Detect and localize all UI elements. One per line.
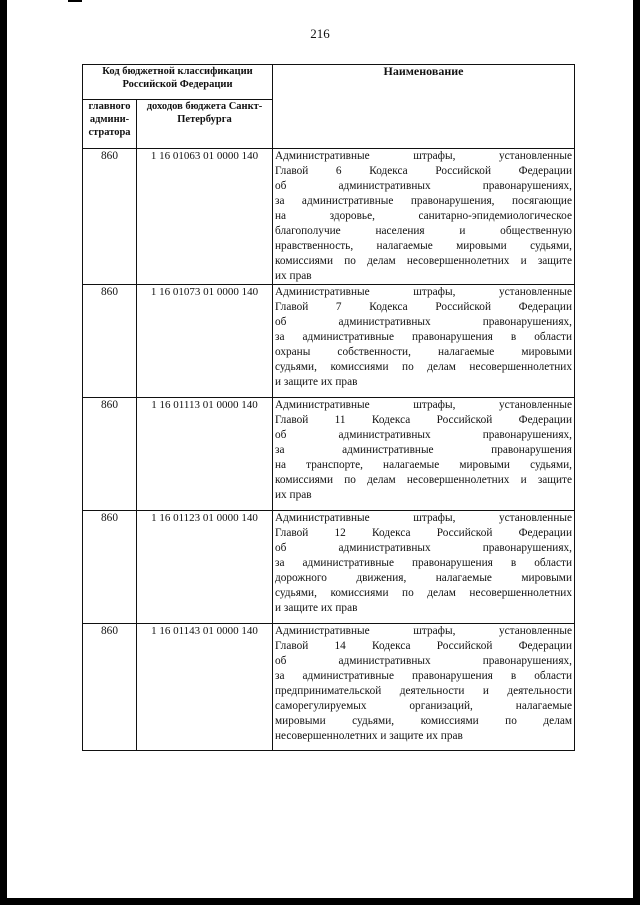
admin-code-cell: 860	[83, 398, 137, 511]
name-cell	[273, 511, 575, 624]
name-text-line: Административные штрафы, установленные	[275, 625, 572, 637]
name-text-line: судьями, комиссиями по делам несовершеннолетних	[275, 587, 572, 599]
income-code-cell: 1 16 01123 01 0000 140	[137, 511, 273, 624]
name-text-line: предпринимательской деятельности и деятельности	[275, 685, 572, 697]
header-budget-classification: Код бюджетной классификации Российской Федерации	[83, 65, 273, 100]
name-text-line: за административные правонарушения в области	[275, 331, 572, 343]
name-cell	[273, 398, 575, 511]
name-text-line: Главой 6 Кодекса Российской Федерации	[275, 165, 572, 177]
table-row	[83, 285, 575, 398]
name-text-line: Главой 7 Кодекса Российской Федерации	[275, 301, 572, 313]
name-cell	[273, 624, 575, 751]
page-number: 216	[310, 26, 330, 41]
income-code-cell: 1 16 01143 01 0000 140	[137, 624, 273, 751]
name-text-line: комиссиями по делам несовершеннолетних и защите	[275, 255, 572, 267]
name-text-line: Административные штрафы, установленные	[275, 399, 572, 411]
name-text-line: их прав	[275, 489, 312, 501]
admin-code-cell: 860	[83, 624, 137, 751]
name-text-line: на здоровье, санитарно-эпидемиологическое	[275, 210, 572, 222]
name-text-line: Административные штрафы, установленные	[275, 512, 572, 524]
name-text-line: нравственность, налагаемые мировыми судьями,	[275, 240, 572, 252]
table-row	[83, 149, 575, 285]
header-admin: главного админи-стратора	[83, 100, 137, 149]
name-text-line: комиссиями по делам несовершеннолетних и защите	[275, 474, 572, 486]
name-text-line: Главой 14 Кодекса Российской Федерации	[275, 640, 572, 652]
table-row	[83, 511, 575, 624]
name-text-line: за административные правонарушения в области	[275, 557, 572, 569]
name-text-line: об административных правонарушениях,	[275, 655, 572, 667]
admin-code-cell: 860	[83, 285, 137, 398]
name-text-line: Главой 12 Кодекса Российской Федерации	[275, 527, 572, 539]
name-text-line: несовершеннолетних и защите их прав	[275, 730, 463, 742]
name-cell	[273, 149, 575, 285]
name-text-line: за административные правонарушения, посягающие	[275, 195, 572, 207]
name-text-line: Административные штрафы, установленные	[275, 286, 572, 298]
name-text-line: об административных правонарушениях,	[275, 180, 572, 192]
admin-code-cell: 860	[83, 149, 137, 285]
name-text-line: и защите их прав	[275, 602, 358, 614]
table-header-row	[83, 65, 575, 100]
header-name: Наименование	[273, 65, 575, 149]
name-text-line: об административных правонарушениях,	[275, 316, 572, 328]
table-row	[83, 398, 575, 511]
name-text-line: дорожного движения, налагаемые мировыми	[275, 572, 572, 584]
name-text-line: об административных правонарушениях,	[275, 429, 572, 441]
income-code-cell: 1 16 01073 01 0000 140	[137, 285, 273, 398]
scan-edge-mark	[68, 0, 82, 2]
name-text-line: Административные штрафы, установленные	[275, 150, 572, 162]
name-text-line: об административных правонарушениях,	[275, 542, 572, 554]
name-text-line: саморегулируемых организаций, налагаемые	[275, 700, 572, 712]
budget-classification-table	[82, 64, 575, 751]
name-text-line: охраны собственности, налагаемые мировыми	[275, 346, 572, 358]
name-text-line: мировыми судьями, комиссиями по делам	[275, 715, 572, 727]
header-income: доходов бюджета Санкт-Петербурга	[137, 100, 273, 149]
admin-code-cell: 860	[83, 511, 137, 624]
name-text-line: благополучие населения и общественную	[275, 225, 572, 237]
table-body	[83, 149, 575, 751]
name-text-line: судьями, комиссиями по делам несовершеннолетних	[275, 361, 572, 373]
table-row	[83, 624, 575, 751]
name-text-line: Главой 11 Кодекса Российской Федерации	[275, 414, 572, 426]
income-code-cell: 1 16 01113 01 0000 140	[137, 398, 273, 511]
name-text-line: за административные правонарушения в области	[275, 670, 572, 682]
name-text-line: за административные правонарушения	[275, 444, 572, 456]
name-text-line: на транспорте, налагаемые мировыми судьями,	[275, 459, 572, 471]
name-cell	[273, 285, 575, 398]
name-text-line: их прав	[275, 270, 312, 282]
income-code-cell: 1 16 01063 01 0000 140	[137, 149, 273, 285]
name-text-line: и защите их прав	[275, 376, 358, 388]
